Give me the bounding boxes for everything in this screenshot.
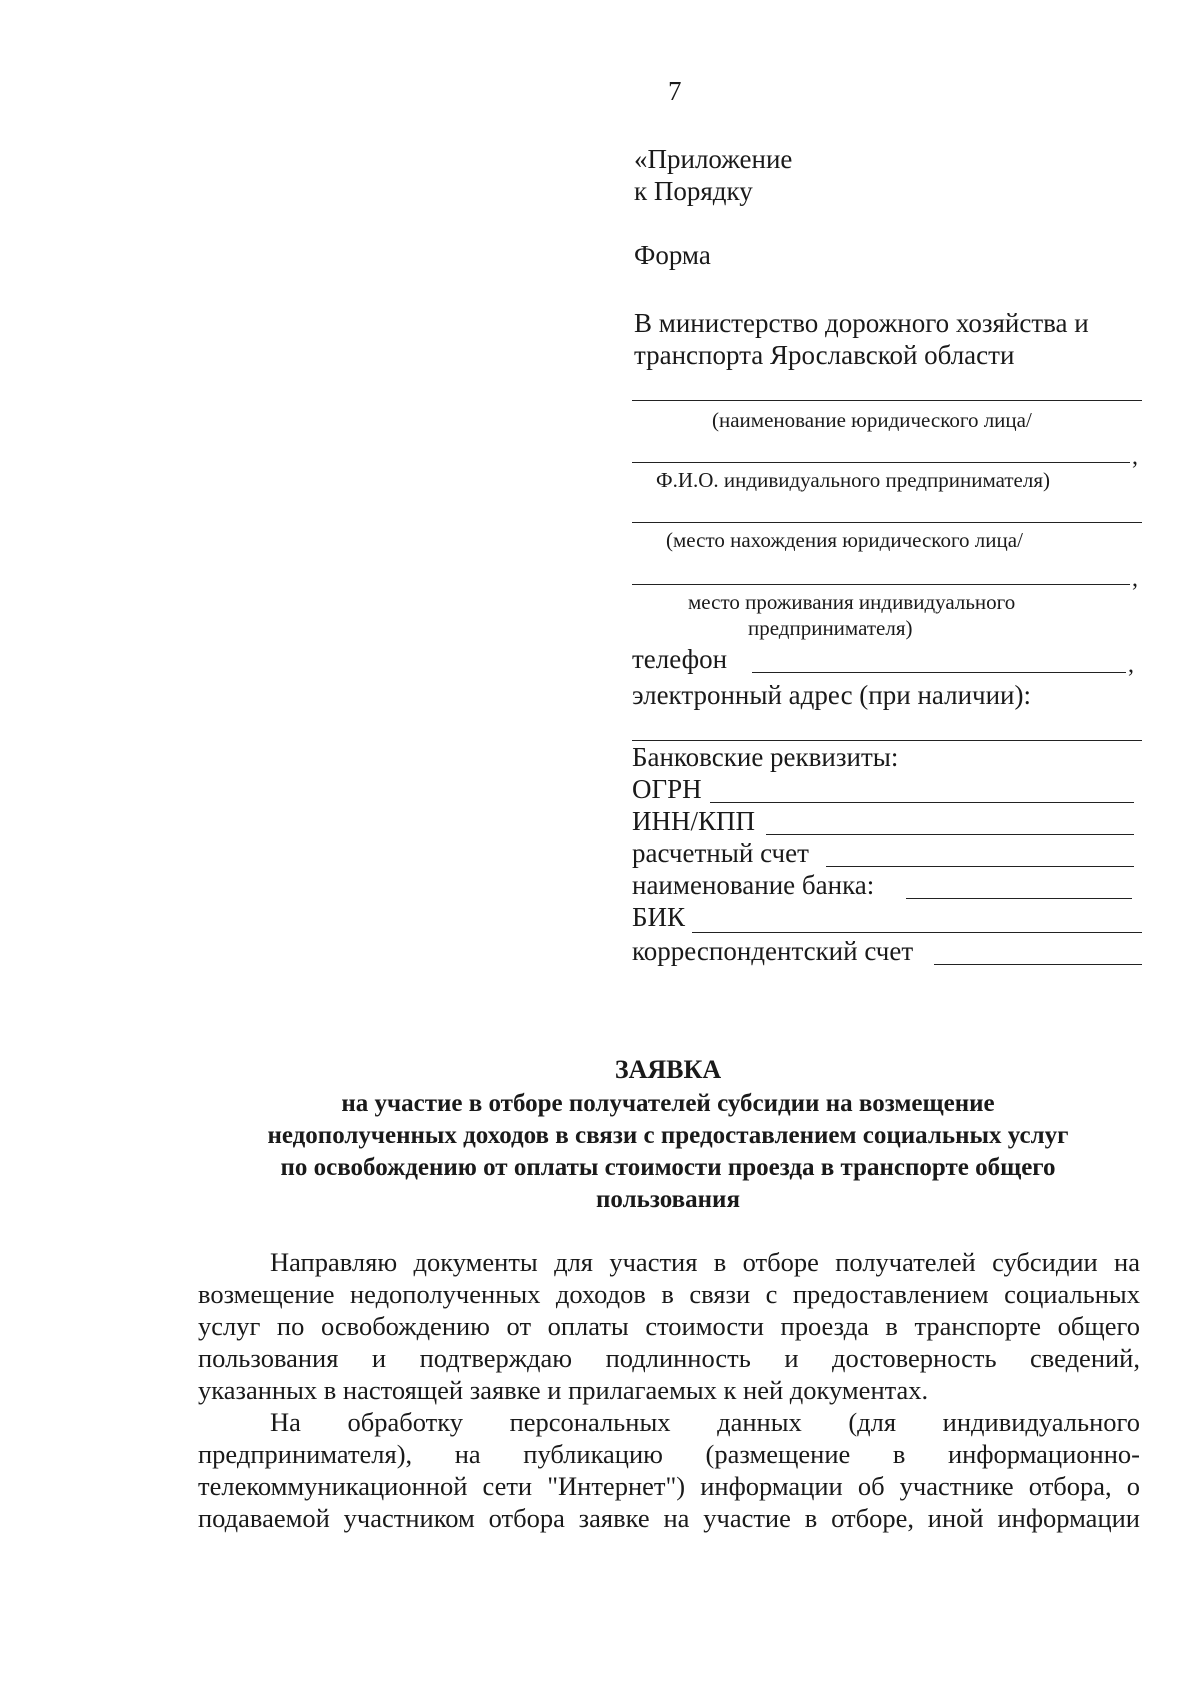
email-input-line[interactable]	[632, 740, 1142, 741]
legal-entity-name-line[interactable]	[632, 400, 1142, 401]
body-p1-line-4: пользования и подтверждаю подлинность и достоверность сведений,	[198, 1343, 1140, 1373]
body-p1-line-3: услуг по освобождению от оплаты стоимости проезда в транспорте общего	[198, 1311, 1140, 1341]
corr-account-label: корреспондентский счет	[632, 936, 914, 966]
entrepreneur-name-line[interactable]	[632, 462, 1130, 463]
bik-label: БИК	[632, 902, 686, 932]
document-title: ЗАЯВКА	[614, 1055, 722, 1084]
corr-account-input-line[interactable]	[934, 964, 1142, 965]
body-paragraph-2	[198, 1406, 1140, 1534]
bank-details-heading: Банковские реквизиты:	[632, 742, 899, 772]
bik-input-line[interactable]	[692, 932, 1142, 933]
entrepreneur-residence-caption-2: предпринимателя)	[748, 616, 913, 640]
legal-entity-location-line[interactable]	[632, 522, 1142, 523]
body-p1-line-5: указанных в настоящей заявке и прилагаемых к ней документах.	[198, 1375, 929, 1405]
body-p1-line-2: возмещение недополученных доходов в связи с предоставлением социальных	[198, 1279, 1140, 1309]
form-label: Форма	[634, 240, 711, 270]
account-input-line[interactable]	[826, 866, 1134, 867]
comma: ,	[1128, 652, 1134, 678]
ogrn-input-line[interactable]	[710, 802, 1134, 803]
body-p2-line-2: предпринимателя), на публикацию (размещение в информационно-	[198, 1439, 1140, 1469]
legal-entity-name-caption: (наименование юридического лица/	[712, 408, 1032, 432]
phone-input-line[interactable]	[752, 672, 1126, 673]
entrepreneur-residence-caption-1: место проживания индивидуального	[688, 590, 1016, 614]
subtitle-line-4: пользования	[596, 1186, 740, 1213]
appendix-label: «Приложение	[634, 144, 793, 174]
subtitle-line-3: по освобождению от оплаты стоимости проезда в транспорте общего	[280, 1154, 1056, 1181]
page-number: 7	[668, 76, 682, 106]
addressee-line-1: В министерство дорожного хозяйства и	[634, 308, 1089, 338]
bank-name-label: наименование банка:	[632, 870, 875, 900]
bank-name-input-line[interactable]	[906, 898, 1132, 899]
account-label: расчетный счет	[632, 838, 809, 868]
entrepreneur-residence-line[interactable]	[632, 584, 1130, 585]
appendix-reference: к Порядку	[634, 176, 753, 206]
body-paragraph-1	[198, 1246, 1140, 1406]
comma: ,	[1132, 566, 1138, 592]
body-p1-line-1: Направляю документы для участия в отборе получателей субсидии на	[270, 1247, 1140, 1277]
body-p2-line-3: телекоммуникационной сети "Интернет") информации об участнике отбора, о	[198, 1471, 1140, 1501]
phone-label: телефон	[632, 644, 728, 674]
inn-kpp-label: ИНН/КПП	[632, 806, 756, 836]
inn-kpp-input-line[interactable]	[766, 834, 1134, 835]
addressee-line-2: транспорта Ярославской области	[634, 340, 1015, 370]
subtitle-line-1: на участие в отборе получателей субсидии на возмещение	[341, 1090, 995, 1117]
ogrn-label: ОГРН	[632, 774, 702, 804]
email-label: электронный адрес (при наличии):	[632, 680, 1032, 710]
body-p2-line-4: подаваемой участником отбора заявке на участие в отборе, иной информации	[198, 1503, 1140, 1533]
entrepreneur-name-caption: Ф.И.О. индивидуального предпринимателя)	[656, 468, 1050, 492]
legal-entity-location-caption: (место нахождения юридического лица/	[666, 528, 1023, 552]
comma: ,	[1132, 444, 1138, 470]
subtitle-line-2: недополученных доходов в связи с предоставлением социальных услуг	[267, 1122, 1069, 1149]
body-p2-line-1: На обработку персональных данных (для индивидуального	[270, 1407, 1140, 1437]
